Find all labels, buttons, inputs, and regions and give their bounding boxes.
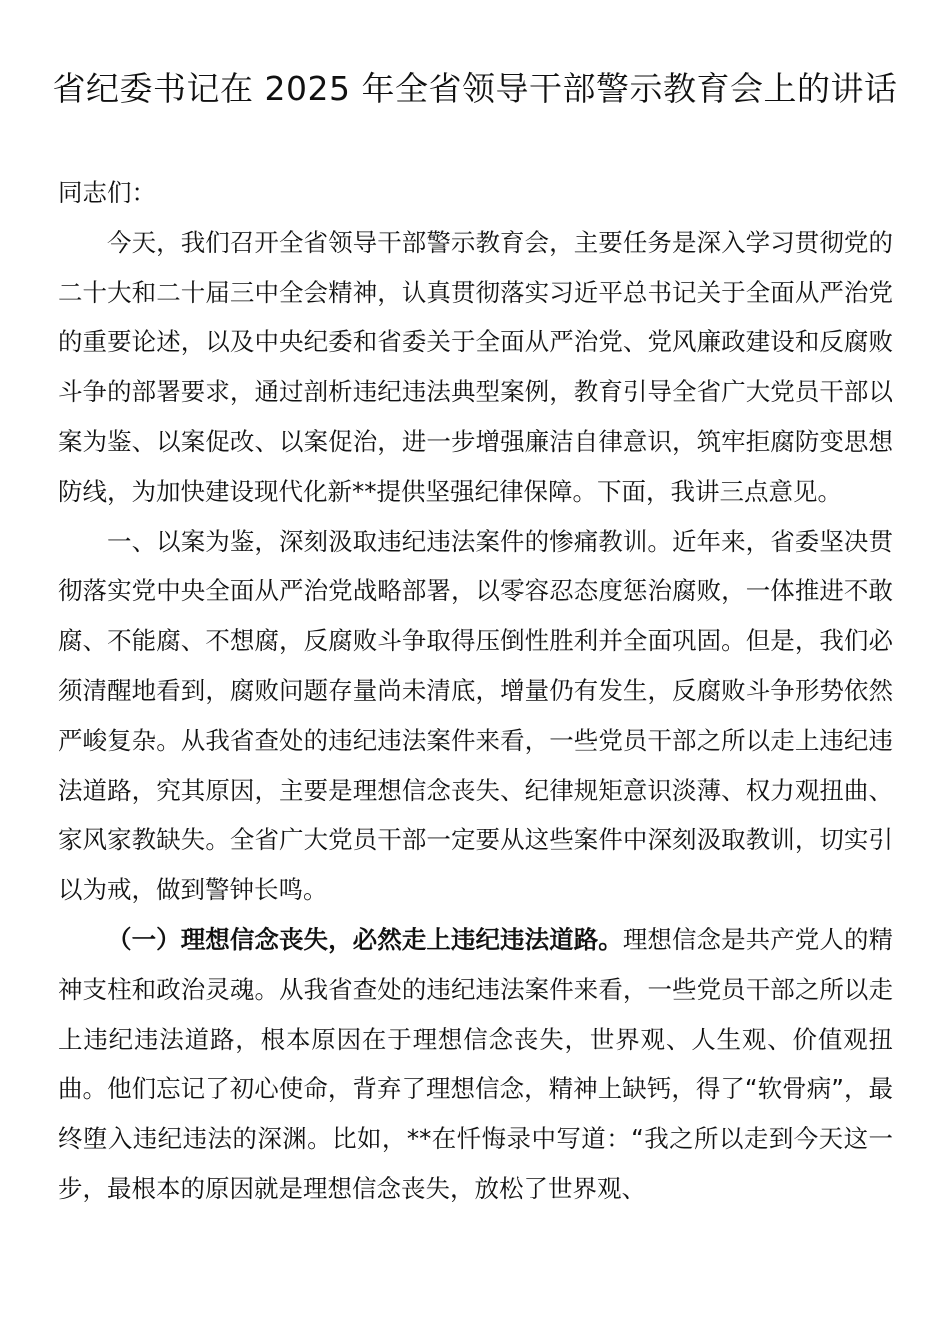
paragraph-intro: 今天，我们召开全省领导干部警示教育会，主要任务是深入学习贯彻党的二十大和二十届三中全会精神，认真贯彻落实习近平总书记关于全面从严治党的重要论述，以及中央纪委和省委关于全面从严治党、党风廉政建设和反腐败斗争的部署要求，通过剖析违纪违法典型案例，教育引导全省广大党员干部以案为鉴、以案促改、以案促治，进一步增强廉洁自律意识，筑牢拒腐防变思想防线，为加快建设现代化新**提供坚强纪律保障。下面，我讲三点意见。 [58, 227, 893, 506]
paragraph-subsection-one [58, 915, 893, 1214]
subsection-heading: （一）理想信念丧失，必然走上违纪违法道路。 [107, 924, 623, 954]
document-title: 省纪委书记在 2025 年全省领导干部警示教育会上的讲话 [52, 69, 898, 108]
paragraph-section-one: 一、以案为鉴，深刻汲取违纪违法案件的惨痛教训。近年来，省委坚决贯彻落实党中央全面从严治党战略部署，以零容忍态度惩治腐败，一体推进不敢腐、不能腐、不想腐，反腐败斗争取得压倒性胜利并全面巩固。但是，我们必须清醒地看到，腐败问题存量尚未清底，增量仍有发生，反腐败斗争形势依然严峻复杂。从我省查处的违纪违法案件来看，一些党员干部之所以走上违纪违法道路，究其原因，主要是理想信念丧失、纪律规矩意识淡薄、权力观扭曲、家风家教缺失。全省广大党员干部一定要从这些案件中深刻汲取教训，切实引以为戒，做到警钟长鸣。 [58, 526, 893, 905]
salutation: 同志们： [58, 178, 156, 207]
subsection-body: 理想信念是共产党人的精神支柱和政治灵魂。从我省查处的违纪违法案件来看，一些党员干部之所以走上违纪违法道路，根本原因在于理想信念丧失，世界观、人生观、价值观扭曲。他们忘记了初心使命，背弃了理想信念，精神上缺钙，得了“软骨病”，最终堕入违纪违法的深渊。比如，**在忏悔录中写道：“我之所以走到今天这一步，最根本的原因就是理想信念丧失，放松了世界观、 [58, 924, 894, 1203]
document-body [58, 168, 893, 1214]
